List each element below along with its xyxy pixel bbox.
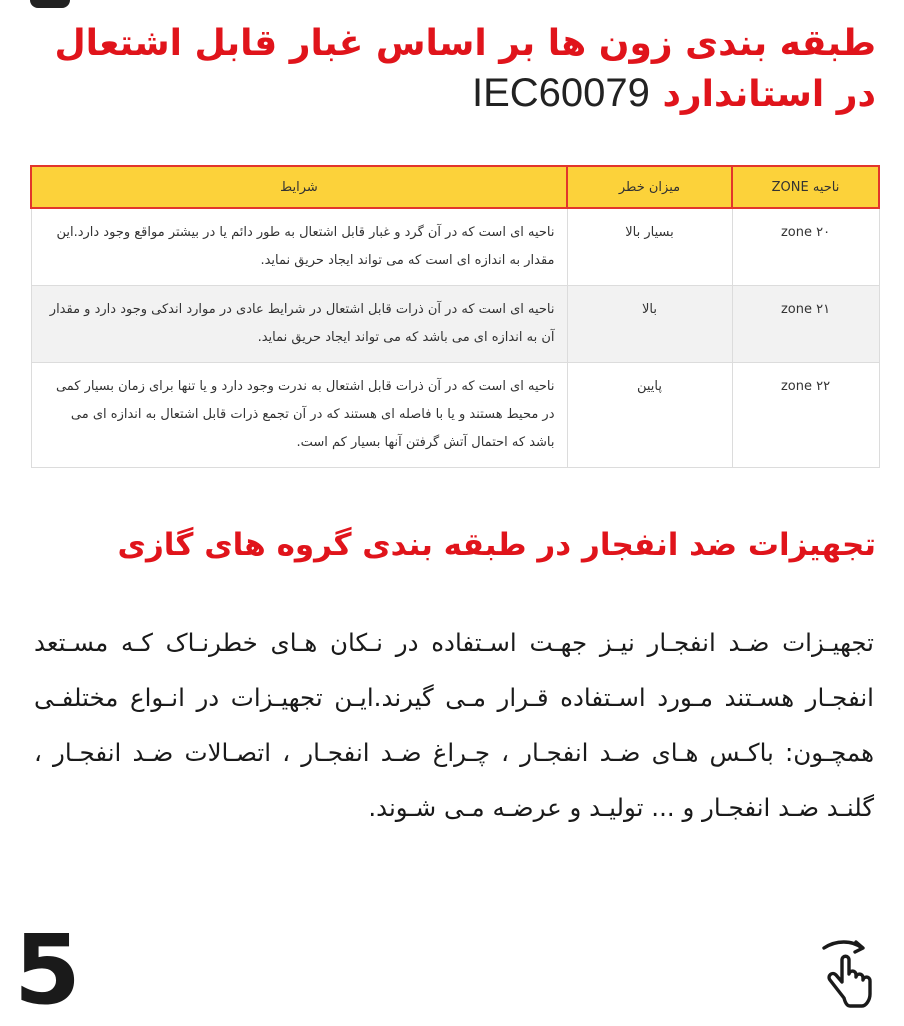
cell-conditions: ناحیه ای است که در آن ذرات قابل اشتعال به ندرت وجود دارد و یا تنها برای زمان بسیار کمی در محیط هستند و یا با فاصله ای هستند که در آن تجمع ذرات قابل اشتعال به اندازه ای می باشد که احتمال آتش گرفتن آنها بسیار کم است. — [31, 363, 567, 468]
table-row — [31, 286, 879, 363]
header-conditions: شرایط — [31, 166, 567, 208]
title-line-1: طبقه بندی زون ها بر اساس غبار قابل اشتعال — [54, 23, 876, 64]
cell-zone: zone ۲۱ — [732, 286, 879, 363]
hand-swipe-icon[interactable] — [818, 936, 888, 1008]
cell-risk: پایین — [567, 363, 732, 468]
header-risk: میزان خطر — [567, 166, 732, 208]
table-row — [31, 363, 879, 468]
cell-conditions: ناحیه ای است که در آن ذرات قابل اشتعال در شرایط عادی در موارد اندکی وجود دارد و مقدار آن به اندازه ای می باشد که می تواند ایجاد حریق نماید. — [31, 286, 567, 363]
page-number: 5 — [14, 914, 81, 1026]
zone-table — [30, 165, 880, 468]
section-heading: تجهیزات ضد انفجار در طبقه بندی گروه های گازی — [117, 527, 876, 563]
table-row — [31, 208, 879, 286]
title-prefix: در استاندارد — [662, 74, 876, 115]
cell-conditions: ناحیه ای است که در آن گرد و غبار قابل اشتعال به طور دائم یا در بیشتر مواقع وجود دارد.این مقدار به اندازه ای است که می تواند ایجاد حریق نماید. — [31, 208, 567, 286]
cell-zone: zone ۲۰ — [732, 208, 879, 286]
table-header-row — [31, 166, 879, 208]
page-title — [26, 20, 876, 120]
top-decoration — [30, 0, 70, 8]
cell-risk: بالا — [567, 286, 732, 363]
title-line-2 — [26, 68, 876, 120]
header-zone: ناحیه ZONE — [732, 166, 879, 208]
cell-risk: بسیار بالا — [567, 208, 732, 286]
section-body: تجهیـزات ضـد انفجـار نیـز جهـت اسـتفاده در نـکان هـای خطرنـاک کـه مسـتعد انفجـار هسـتند مـورد اسـتفاده قـرار مـی گیرند.ایـن تجهیـزات در انـواع مختلفـی همچـون: باکـس هـای ضـد انفجـار ، چـراغ ضـد انفجـار ، اتصـالات ضـد انفجـار ، گلنـد ضـد انفجـار و ... تولیـد و عرضـه مـی شـوند. — [34, 628, 874, 822]
cell-zone: zone ۲۲ — [732, 363, 879, 468]
standard-code: IEC60079 — [471, 71, 650, 115]
